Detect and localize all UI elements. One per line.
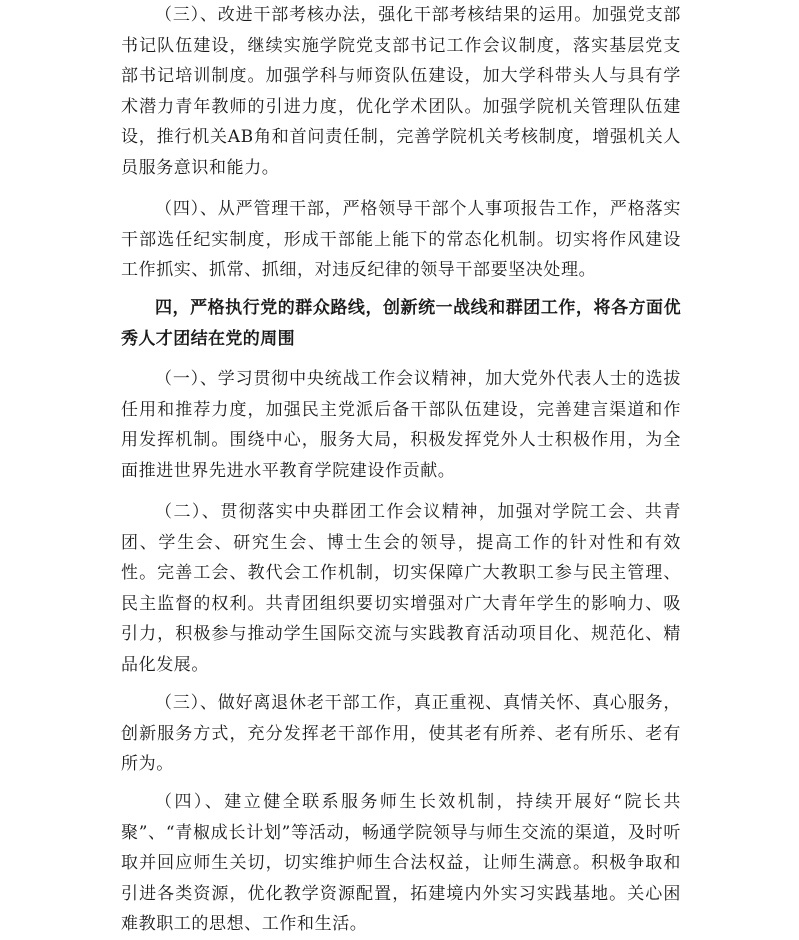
paragraph-cadre-evaluation: （三）、改进干部考核办法，强化干部考核结果的运用。加强党支部书记队伍建设，继续实施学院党支部书记工作会议制度，落实基层党支部书记培训制度。加强学科与师资队伍建设，加大学科带头人与具有学术潜力青年教师的引进力度，优化学术团队。加强学院机关管理队伍建设，推行机关AB角和首问责任制，完善学院机关考核制度，增强机关人员服务意识和能力。 xyxy=(121,5,681,178)
paragraph-strict-cadre-management: （四）、从严管理干部，严格领导干部个人事项报告工作，严格落实干部选任纪实制度，形成干部能上能下的常态化机制。切实将作风建设工作抓实、抓常、抓细，对违反纪律的领导干部要坚决处理。 xyxy=(121,199,681,281)
paragraph-teacher-student-service: （四）、建立健全联系服务师生长效机制，持续开展好“院长共聚”、“青椒成长计划”等活动，畅通学院领导与师生交流的渠道，及时听取并回应师生关切，切实维护师生合法权益，让师生满意。积极争取和引进各类资源，优化教学资源配置，拓建境内外实习实践基地。关心困难教职工的思想、工作和生活。 xyxy=(121,792,681,935)
paragraph-retired-cadres: （三）、做好离退休老干部工作，真正重视、真情关怀、真心服务，创新服务方式，充分发挥老干部作用，使其老有所养、老有所乐、老有所为。 xyxy=(121,693,681,775)
section-heading-mass-line: 四，严格执行党的群众路线，创新统一战线和群团工作，将各方面优秀人才团结在党的周围 xyxy=(121,298,681,349)
paragraph-mass-organizations: （二）、贯彻落实中央群团工作会议精神，加强对学院工会、共青团、学生会、研究生会、博士生会的领导，提高工作的针对性和有效性。完善工会、教代会工作机制，切实保障广大教职工参与民主管理、民主监督的权利。共青团组织要切实增强对广大青年学生的影响力、吸引力，积极参与推动学生国际交流与实践教育活动项目化、规范化、精品化发展。 xyxy=(121,502,681,675)
paragraph-united-front: （一）、学习贯彻中央统战工作会议精神，加大党外代表人士的选拔任用和推荐力度，加强民主党派后备干部队伍建设，完善建言渠道和作用发挥机制。围绕中心，服务大局，积极发挥党外人士积极作用，为全面推进世界先进水平教育学院建设作贡献。 xyxy=(121,369,681,481)
